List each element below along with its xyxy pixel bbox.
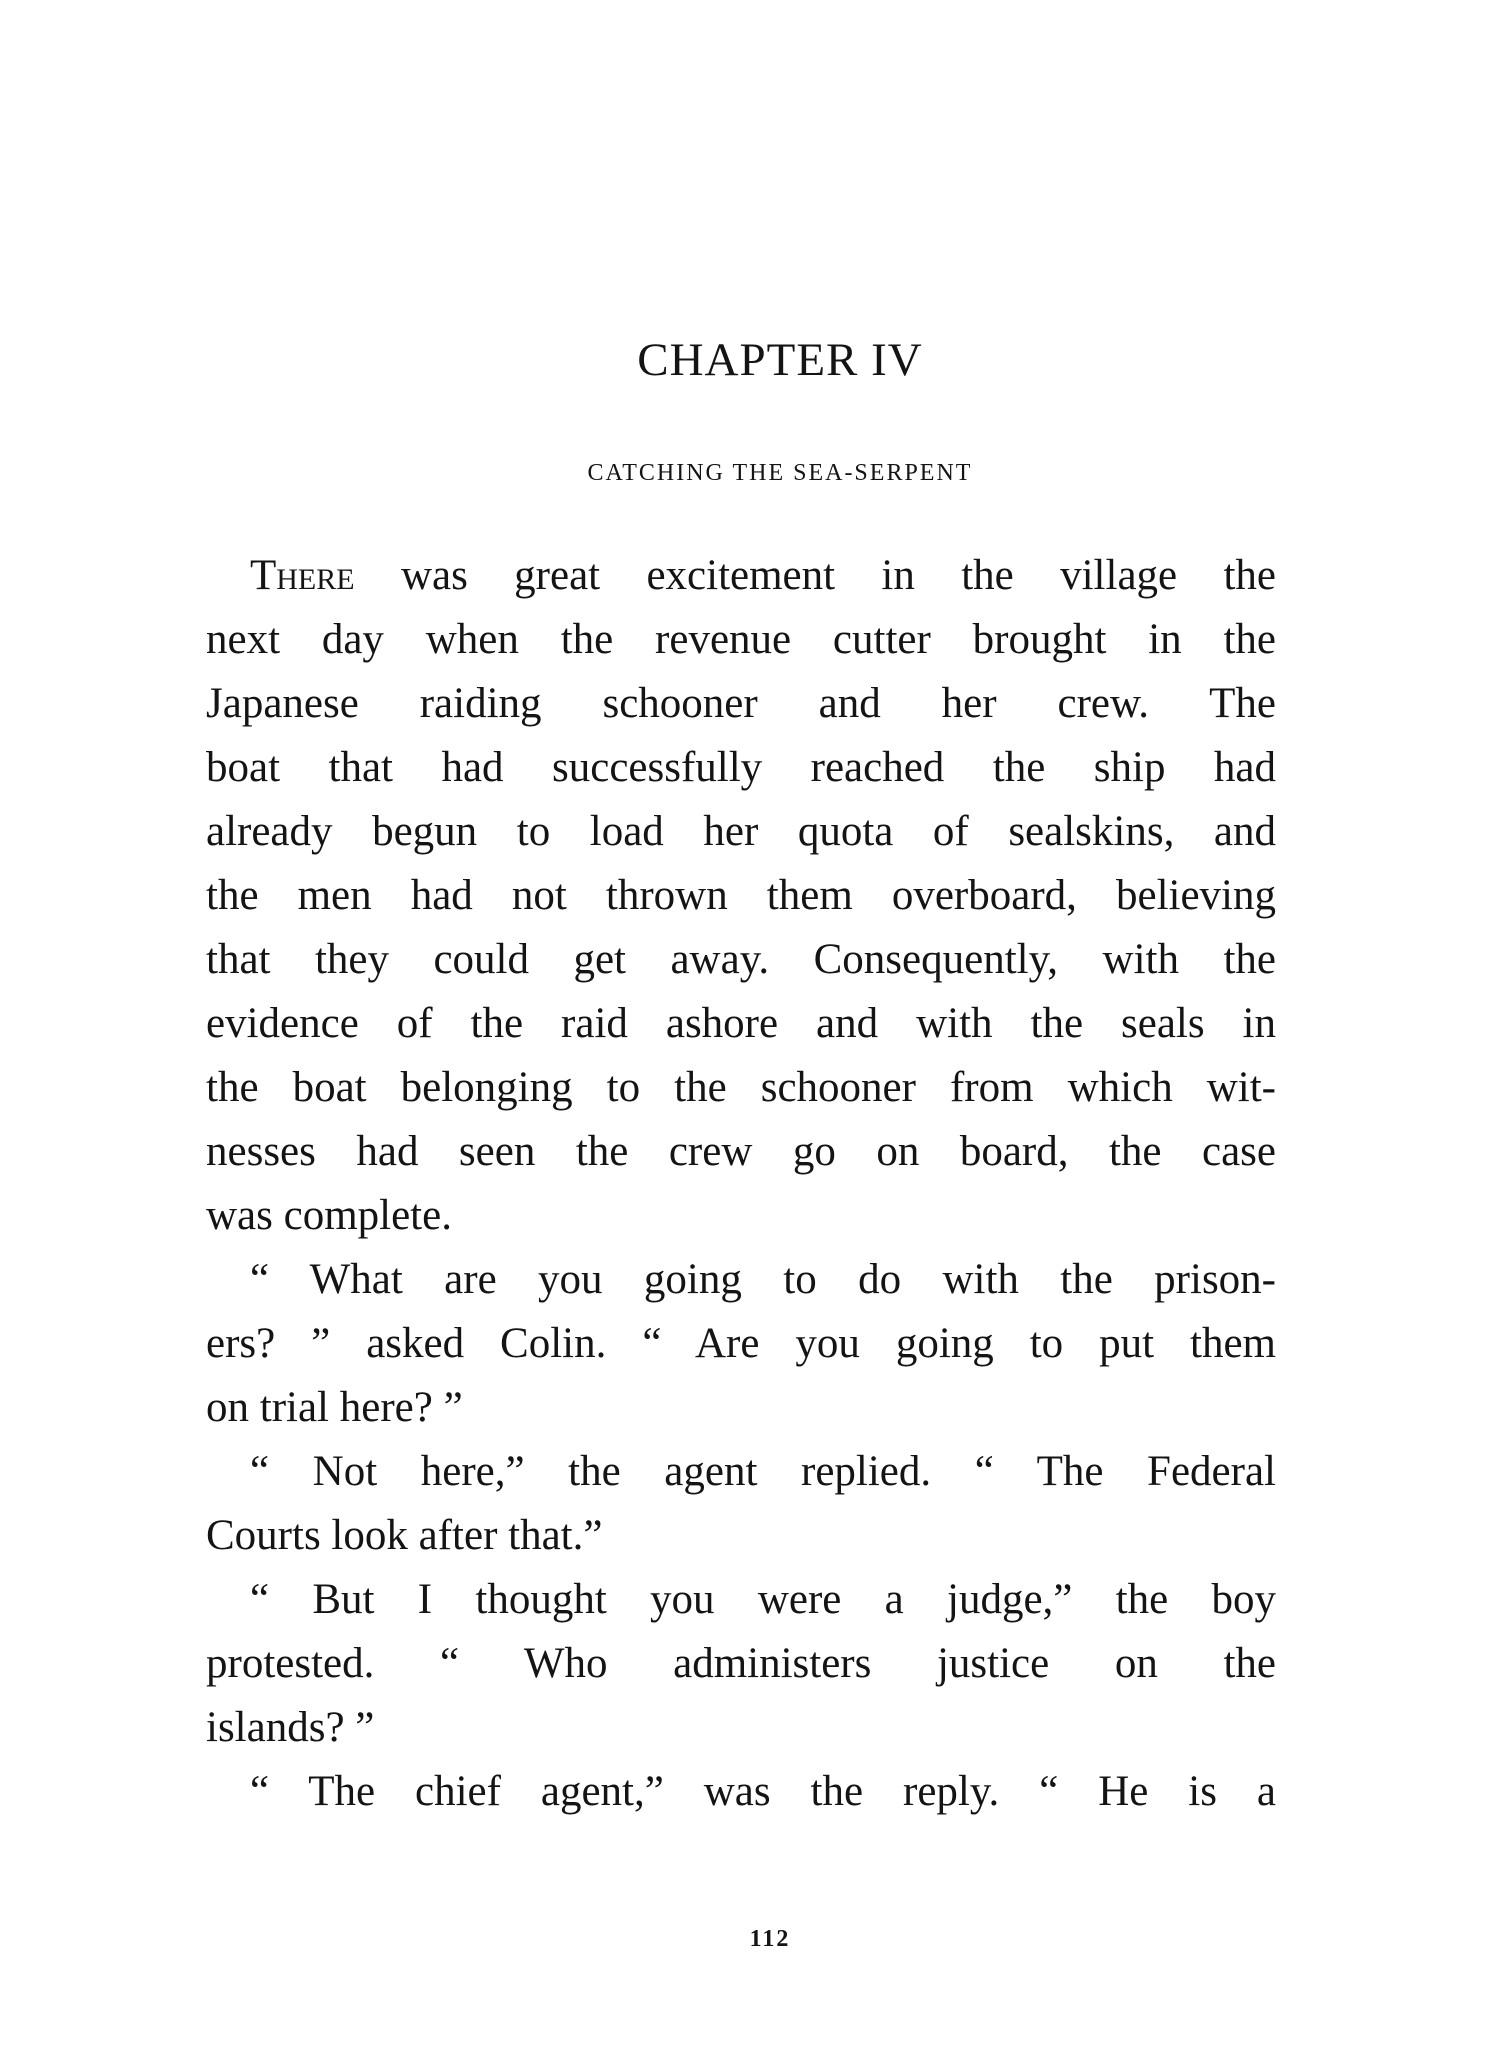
chapter-subtitle: CATCHING THE SEA-SERPENT (587, 460, 973, 486)
chapter-title: CHAPTER IV (637, 334, 923, 386)
text-line: ers? ” asked Colin. “ Are you going to put them (206, 1320, 1276, 1367)
text-line: boat that had successfully reached the ship had (206, 744, 1276, 791)
text-line: the boat belonging to the schooner from which wit- (206, 1064, 1276, 1111)
text-line: nesses had seen the crew go on board, the case (206, 1128, 1276, 1175)
text-line: on trial here? ” (206, 1384, 463, 1431)
page-number: 112 (749, 1926, 791, 1952)
text-line: evidence of the raid ashore and with the seals in (206, 1000, 1276, 1047)
text-line: already begun to load her quota of sealskins, and (206, 808, 1276, 855)
text-line: Courts look after that.” (206, 1512, 603, 1559)
text-line: “ Not here,” the agent replied. “ The Federal (250, 1448, 1276, 1495)
text-line: protested. “ Who administers justice on the (206, 1640, 1276, 1687)
text-line: “ What are you going to do with the prison- (250, 1256, 1276, 1303)
paragraph-2 (206, 1248, 1276, 1440)
opening-word: There (250, 552, 355, 599)
paragraph-1 (206, 544, 1276, 1248)
text-line: next day when the revenue cutter brought in the (206, 616, 1276, 663)
body-text (206, 544, 1276, 1824)
paragraph-5 (206, 1760, 1276, 1824)
text-line-rest: was great excitement in the village the (354, 552, 1276, 599)
text-line (206, 544, 1276, 608)
text-line: Japanese raiding schooner and her crew. The (206, 680, 1276, 727)
text-line: the men had not thrown them overboard, believing (206, 872, 1276, 919)
text-line: islands? ” (206, 1704, 375, 1751)
text-line: “ But I thought you were a judge,” the boy (250, 1576, 1276, 1623)
paragraph-4 (206, 1568, 1276, 1760)
paragraph-3 (206, 1440, 1276, 1568)
text-line: was complete. (206, 1192, 452, 1239)
text-line: that they could get away. Consequently, with the (206, 936, 1276, 983)
text-line: “ The chief agent,” was the reply. “ He is a (250, 1768, 1276, 1815)
